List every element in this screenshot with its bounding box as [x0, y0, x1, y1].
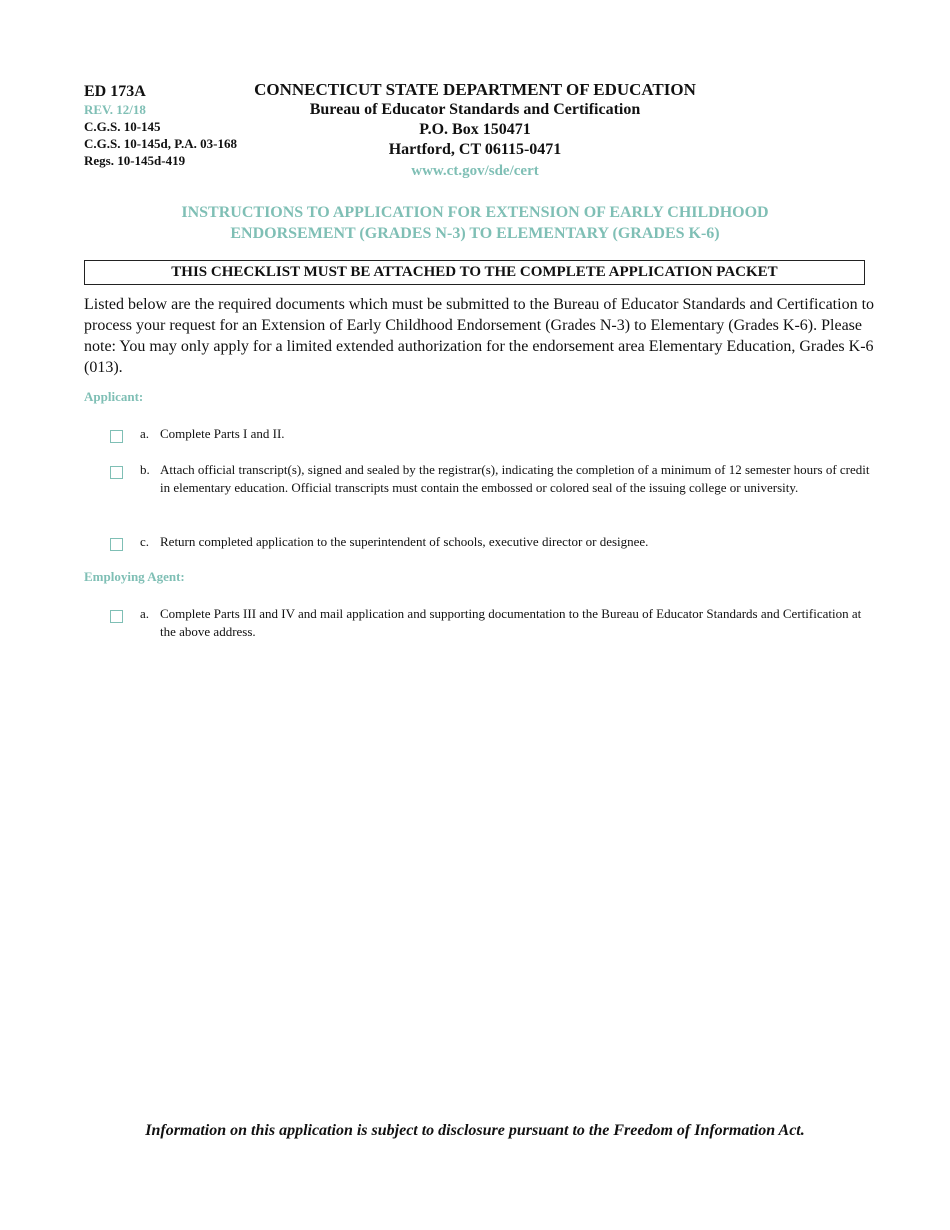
checkbox[interactable]	[110, 430, 123, 443]
item-text: Attach official transcript(s), signed and sealed by the registrar(s), indicating the completion of a minimum of 12 semester hours of credit in elementary education. Official transcripts must contain the embossed or colored seal of the issuing college or university.	[160, 462, 870, 495]
statute: C.G.S. 10-145	[84, 119, 161, 134]
agency-name: CONNECTICUT STATE DEPARTMENT OF EDUCATION	[254, 80, 696, 99]
item-letter: c.	[140, 534, 150, 549]
checklist-item	[110, 533, 870, 551]
item-text: Complete Parts III and IV and mail application and supporting documentation to the Bureau of Educator Standards and Certification at the above address.	[160, 606, 862, 639]
form-code: ED 173A	[84, 83, 146, 100]
checklist-item	[110, 425, 870, 443]
po-box: P.O. Box 150471	[419, 121, 531, 138]
checkbox[interactable]	[110, 466, 123, 479]
item-letter: a.	[140, 606, 150, 621]
item-letter: b.	[140, 462, 150, 477]
item-letter: a.	[140, 426, 150, 441]
foia-notice: Information on this application is subject to disclosure pursuant to the Freedom of Information Act.	[145, 1122, 805, 1139]
statute: Regs. 10-145d-419	[84, 153, 186, 168]
title-line: INSTRUCTIONS TO APPLICATION FOR EXTENSION OF EARLY CHILDHOOD	[181, 204, 769, 221]
bureau-name: Bureau of Educator Standards and Certification	[309, 101, 641, 118]
title-line: ENDORSEMENT (GRADES N-3) TO ELEMENTARY (GRADES K-6)	[230, 225, 720, 242]
page-title	[120, 202, 830, 244]
agency-header	[160, 80, 790, 182]
employing-agent-heading: Employing Agent:	[84, 569, 185, 584]
checklist-item	[110, 605, 870, 641]
checkbox[interactable]	[110, 538, 123, 551]
statute: C.G.S. 10-145d, P.A. 03-168	[84, 136, 238, 151]
checkbox[interactable]	[110, 610, 123, 623]
checklist-notice: THIS CHECKLIST MUST BE ATTACHED TO THE COMPLETE APPLICATION PACKET	[84, 260, 865, 285]
item-text: Complete Parts I and II.	[160, 426, 285, 441]
intro-paragraph: Listed below are the required documents which must be submitted to the Bureau of Educator Standards and Certification to process your request for an Extension of Early Childhood Endorsement (Grades N-3) to Elementary (Grades K-6). Please note: You may only apply for a limited extended authorization for the endorsement area Elementary Education, Grades K-6 (013).	[84, 296, 875, 376]
checklist-item	[110, 461, 870, 497]
city: Hartford, CT 06115-0471	[388, 141, 562, 158]
item-text: Return completed application to the superintendent of schools, executive director or designee.	[160, 534, 649, 549]
applicant-heading: Applicant:	[84, 389, 144, 404]
website-link[interactable]: www.ct.gov/sde/cert	[411, 163, 539, 179]
revision: REV. 12/18	[84, 102, 146, 117]
